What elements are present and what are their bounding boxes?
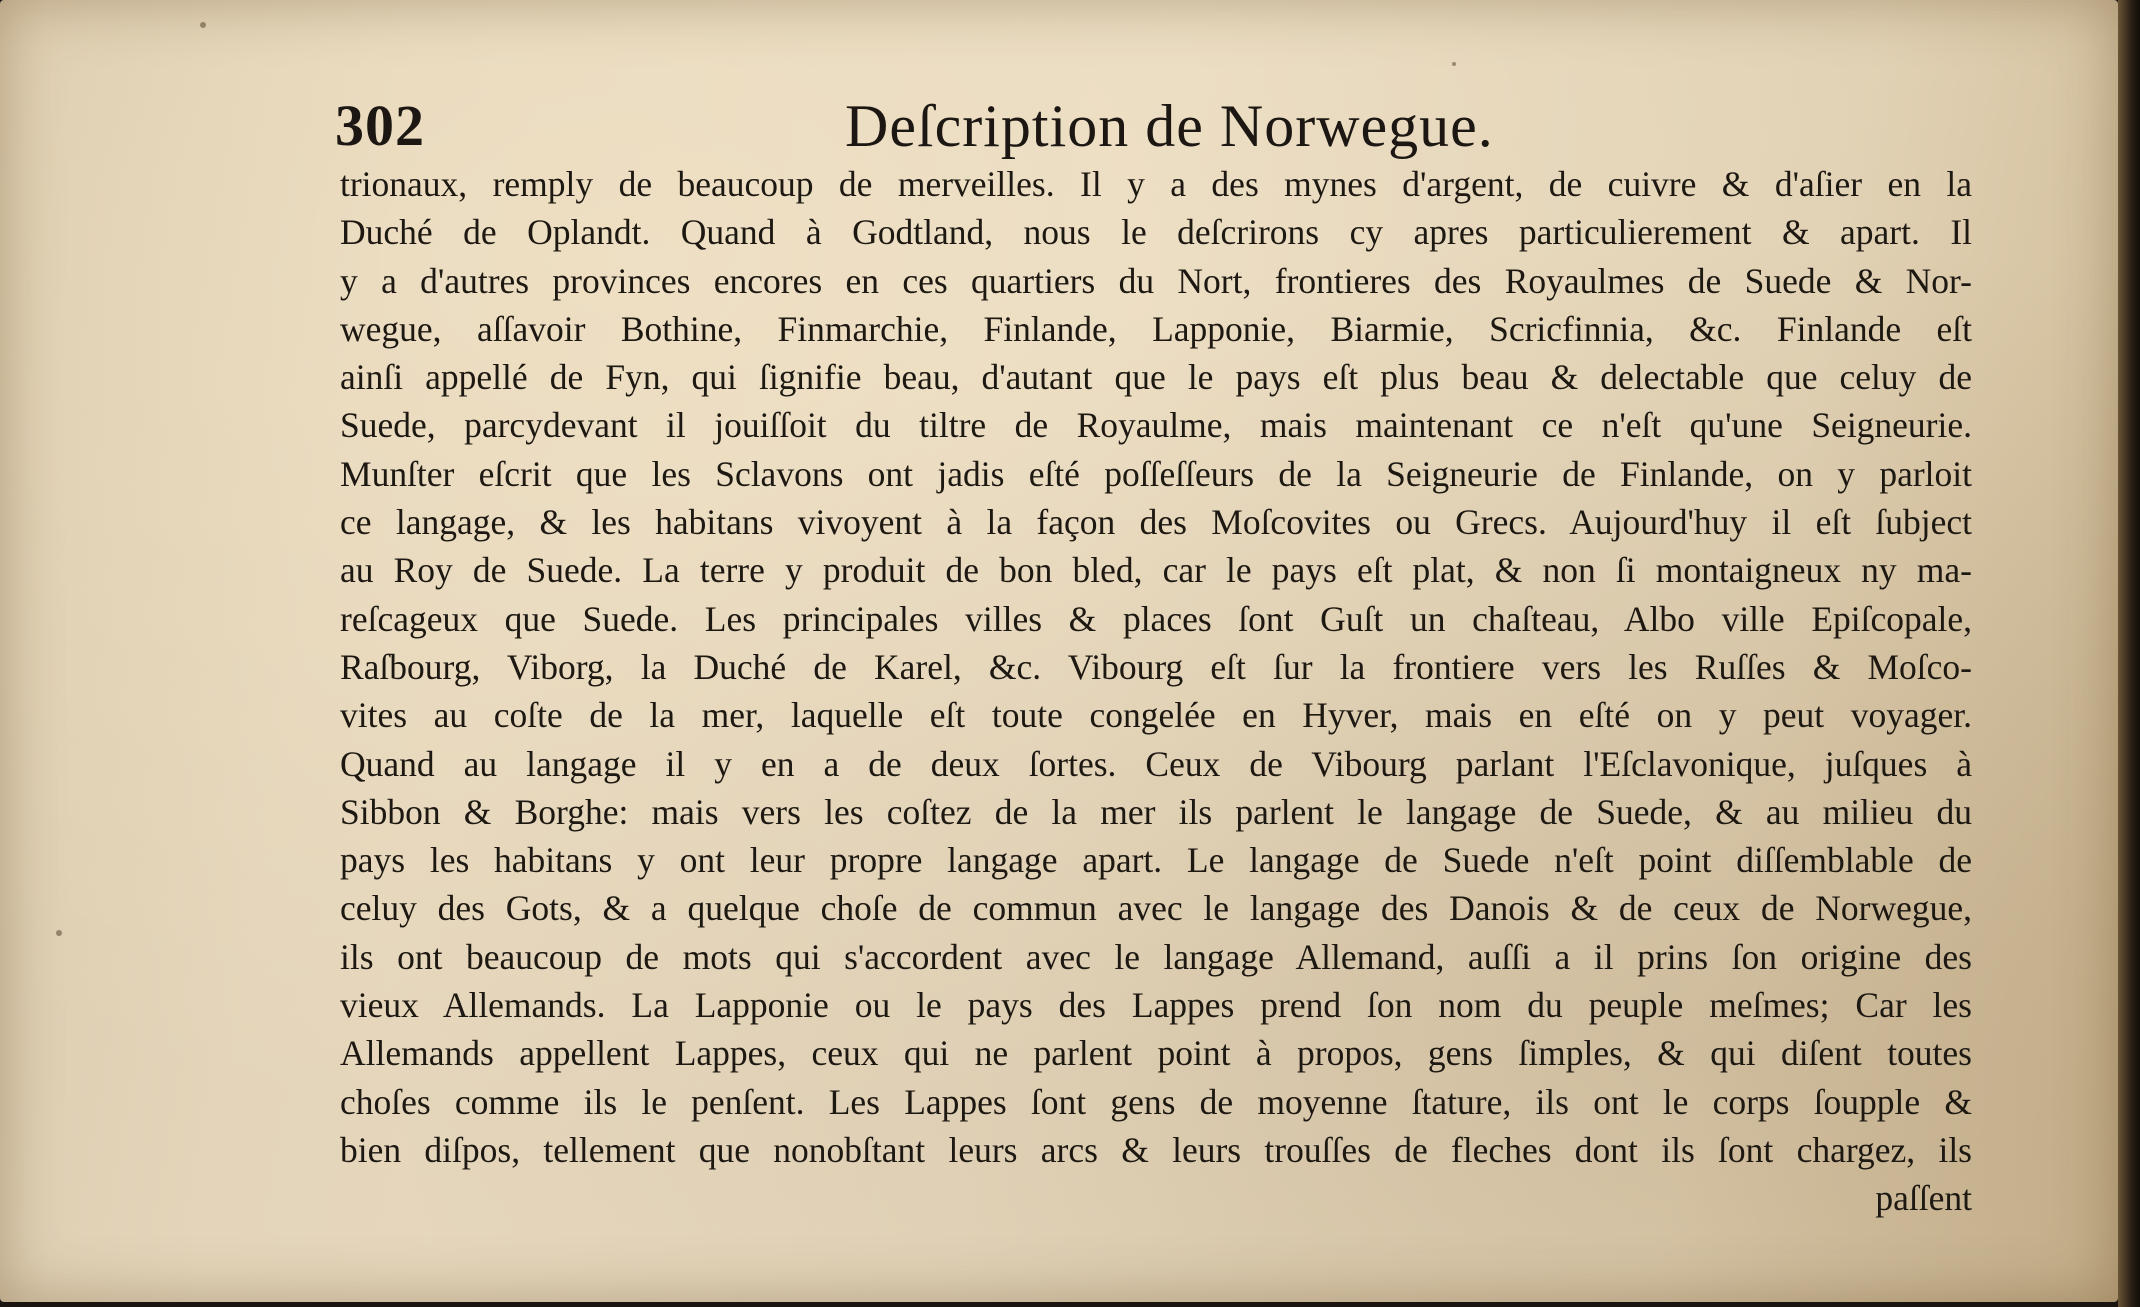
text-line: ils ont beaucoup de mots qui s'accordent avec le langage Allemand, auſſi a il prins ſon origine des	[340, 936, 1972, 977]
ink-speck	[200, 22, 206, 28]
text-line: Raſbourg, Viborg, la Duché de Karel, &c. Vibourg eſt ſur la frontiere vers les Ruſſes & Moſco-	[340, 646, 1972, 687]
text-line: Allemands appellent Lappes, ceux qui ne parlent point à propos, gens ſimples, & qui diſent toutes	[340, 1033, 1972, 1074]
text-line: vieux Allemands. La Lapponie ou le pays des Lappes prend ſon nom du peuple meſmes; Car les	[340, 985, 1972, 1026]
text-line: Sibbon & Borghe: mais vers les coſtez de la mer ils parlent le langage de Suede, & au milieu du	[340, 791, 1972, 832]
text-line: bien diſpos, tellement que nonobſtant leurs arcs & leurs trouſſes de fleches dont ils ſont chargez, ils	[340, 1129, 1972, 1170]
text-line: trionaux, remply de beaucoup de merveilles. Il y a des mynes d'argent, de cuivre & d'aſier en la	[340, 164, 1972, 204]
text-line: wegue, aſſavoir Bothine, Finmarchie, Finlande, Lapponie, Biarmie, Scricfinnia, &c. Finlande eſt	[340, 308, 1972, 349]
text-line: celuy des Gots, & a quelque choſe de commun avec le langage des Danois & de ceux de Norwegue,	[340, 888, 1972, 929]
text-line: ainſi appellé de Fyn, qui ſignifie beau, d'autant que le pays eſt plus beau & delectable que celuy de	[340, 357, 1972, 398]
text-line: Quand au langage il y en a de deux ſortes. Ceux de Vibourg parlant l'Eſclavonique, juſques à	[340, 743, 1972, 784]
text-line: Munſter eſcrit que les Sclavons ont jadis eſté poſſeſſeurs de la Seigneurie de Finlande, on y parloit	[340, 453, 1972, 494]
running-head	[335, 92, 1975, 162]
text-line: au Roy de Suede. La terre y produit de bon bled, car le pays eſt plat, & non ſi montaigneux ny ma-	[340, 550, 1972, 591]
page-edge-shadow	[2118, 0, 2140, 1307]
text-line: y a d'autres provinces encores en ces quartiers du Nort, frontieres des Royaulmes de Suede & Nor-	[340, 260, 1972, 301]
text-line: pays les habitans y ont leur propre langage apart. Le langage de Suede n'eſt point diſſemblable de	[340, 840, 1972, 881]
page-number: 302	[335, 93, 425, 158]
text-line: reſcageux que Suede. Les principales villes & places ſont Guſt un chaſteau, Albo ville Epiſcopale,	[340, 598, 1972, 639]
text-line: vites au coſte de la mer, laquelle eſt toute congelée en Hyver, mais en eſté on y peut voyager.	[340, 695, 1972, 736]
text-line: Suede, parcydevant il jouiſſoit du tiltre de Royaulme, mais maintenant ce n'eſt qu'une Seigneurie.	[340, 405, 1972, 446]
running-title: Deſcription de Norwegue.	[845, 93, 1494, 159]
body-text	[340, 160, 1972, 1223]
text-line: choſes comme ils le penſent. Les Lappes ſont gens de moyenne ſtature, ils ont le corps ſoupple &	[340, 1081, 1972, 1122]
text-line: ce langage, & les habitans vivoyent à la façon des Moſcovites ou Grecs. Aujourd'huy il eſt ſubject	[340, 502, 1972, 543]
text-line: Duché de Oplandt. Quand à Godtland, nous le deſcrirons cy apres particulierement & apart. Il	[340, 212, 1972, 253]
ink-speck	[1452, 62, 1456, 66]
ink-speck	[56, 930, 62, 936]
catchword: paſſent	[1875, 1178, 1972, 1219]
